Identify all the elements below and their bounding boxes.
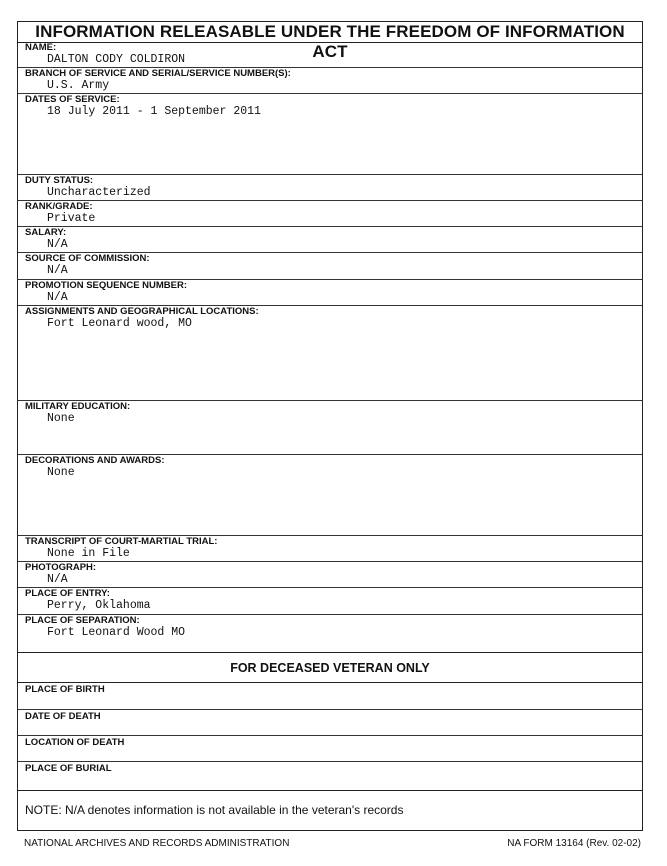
field-place-of-entry	[18, 588, 642, 615]
field-duty-status	[18, 175, 642, 201]
field-place-of-burial	[18, 762, 642, 791]
field-label: DUTY STATUS:	[25, 175, 94, 186]
field-value: Fort Leonard wood, MO	[47, 317, 192, 330]
field-value: Uncharacterized	[47, 186, 151, 199]
field-label: TRANSCRIPT OF COURT-MARTIAL TRIAL:	[25, 536, 218, 547]
field-photograph	[18, 562, 642, 588]
note-text: NOTE: N/A denotes information is not available in the veteran's records	[25, 803, 404, 817]
field-value: DALTON CODY COLDIRON	[47, 53, 186, 66]
field-source-of-commission	[18, 253, 642, 280]
field-branch-of-service	[18, 68, 642, 94]
field-dates-of-service	[18, 94, 642, 175]
field-military-education	[18, 401, 642, 455]
field-value: U.S. Army	[47, 79, 110, 92]
field-label: LOCATION OF DEATH	[25, 737, 125, 748]
field-value: N/A	[47, 238, 68, 251]
field-date-of-death	[18, 710, 642, 736]
field-decorations-awards	[18, 455, 642, 536]
field-value: N/A	[47, 264, 68, 277]
field-label: MILITARY EDUCATION:	[25, 401, 131, 412]
field-value: None	[47, 466, 75, 479]
field-salary	[18, 227, 642, 253]
field-label: PLACE OF BURIAL	[25, 763, 112, 774]
field-value: N/A	[47, 573, 68, 586]
field-label: BRANCH OF SERVICE AND SERIAL/SERVICE NUMBER(S):	[25, 68, 291, 79]
field-label: PLACE OF BIRTH	[25, 684, 105, 695]
field-value: Private	[47, 212, 96, 225]
footer-form-number: NA FORM 13164 (Rev. 02-02)	[507, 838, 641, 849]
field-label: DECORATIONS AND AWARDS:	[25, 455, 165, 466]
field-value: None	[47, 412, 75, 425]
field-label: RANK/GRADE:	[25, 201, 93, 212]
field-value: Perry, Oklahoma	[47, 599, 151, 612]
field-label: ASSIGNMENTS AND GEOGRAPHICAL LOCATIONS:	[25, 306, 259, 317]
field-place-of-birth	[18, 683, 642, 710]
field-rank-grade	[18, 201, 642, 227]
field-label: PLACE OF SEPARATION:	[25, 615, 140, 626]
footer-agency: NATIONAL ARCHIVES AND RECORDS ADMINISTRATION	[24, 838, 290, 849]
field-name	[18, 42, 642, 68]
field-label: PLACE OF ENTRY:	[25, 588, 110, 599]
field-promotion-sequence	[18, 280, 642, 306]
field-value: Fort Leonard Wood MO	[47, 626, 186, 639]
deceased-section-title: FOR DECEASED VETERAN ONLY	[18, 652, 642, 683]
field-value: None in File	[47, 547, 130, 560]
field-label: SOURCE OF COMMISSION:	[25, 253, 150, 264]
field-court-martial-transcript	[18, 536, 642, 562]
field-assignments-locations	[18, 306, 642, 401]
field-label: PHOTOGRAPH:	[25, 562, 97, 573]
field-value: N/A	[47, 291, 68, 304]
form-title: INFORMATION RELEASABLE UNDER THE FREEDOM OF INFORMATION ACT	[18, 22, 642, 43]
field-location-of-death	[18, 736, 642, 762]
field-value: 18 July 2011 - 1 September 2011	[47, 105, 261, 118]
foia-release-form	[17, 21, 643, 831]
field-label: DATES OF SERVICE:	[25, 94, 120, 105]
field-label: NAME:	[25, 42, 57, 53]
field-place-of-separation	[18, 615, 642, 652]
field-label: SALARY:	[25, 227, 67, 238]
field-label: DATE OF DEATH	[25, 711, 101, 722]
field-label: PROMOTION SEQUENCE NUMBER:	[25, 280, 188, 291]
